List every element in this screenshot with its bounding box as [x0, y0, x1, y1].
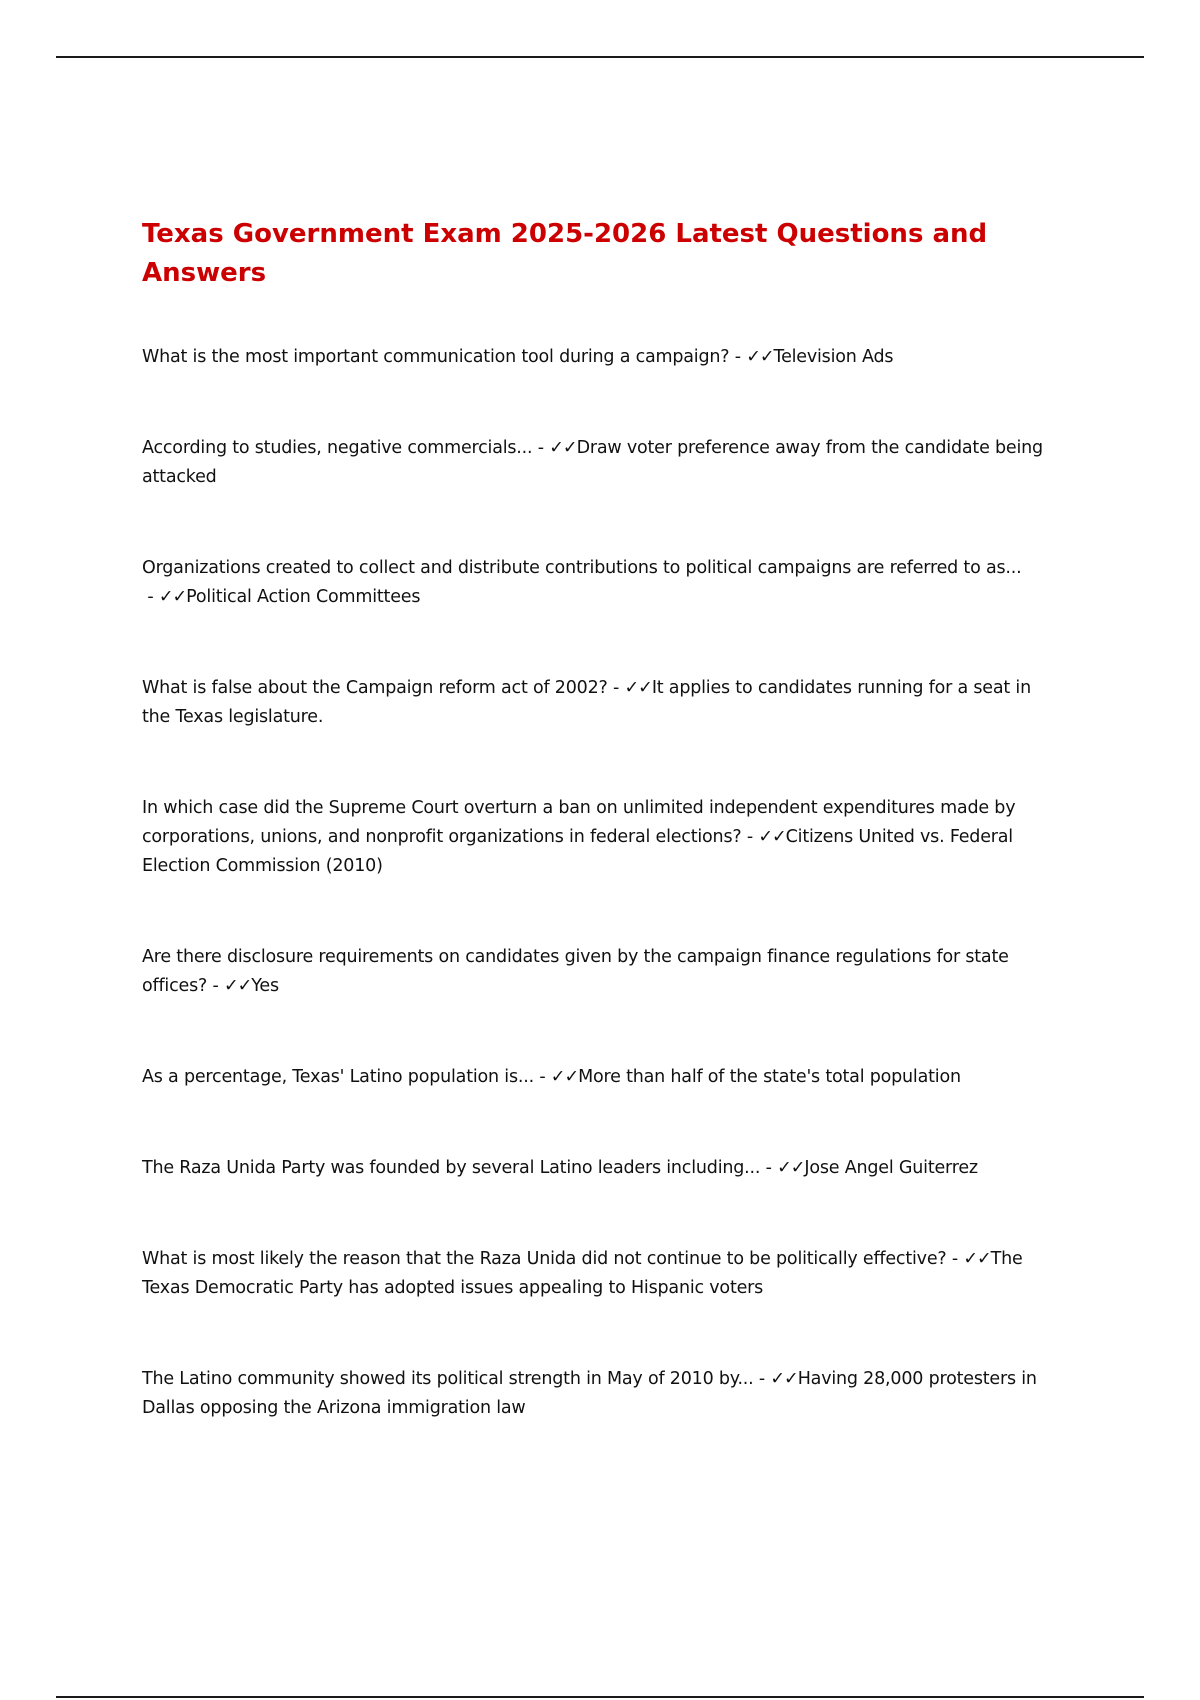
- answer-text: Having 28,000 protesters in Dallas opposing the Arizona immigration law: [142, 1369, 1037, 1418]
- separator: -: [753, 1369, 771, 1389]
- question-text: What is false about the Campaign reform act of 2002?: [142, 678, 608, 698]
- question-text: In which case did the Supreme Court overturn a ban on unlimited independent expenditures made by corporations, unions, and nonprofit organizations in federal elections?: [142, 798, 1016, 847]
- answer-text: The Texas Democratic Party has adopted issues appealing to Hispanic voters: [142, 1249, 1023, 1298]
- qa-item: [142, 1245, 1062, 1303]
- qa-item: [142, 434, 1062, 492]
- check-mark-icon: ✓✓: [223, 976, 252, 996]
- qa-list: [142, 343, 1062, 1423]
- qa-item: [142, 343, 1062, 372]
- header-rule: [56, 56, 1144, 58]
- check-mark-icon: ✓✓: [624, 678, 652, 698]
- answer-text: It applies to candidates running for a seat in the Texas legislature.: [142, 678, 1031, 727]
- check-mark-icon: ✓✓: [746, 347, 774, 367]
- question-text: As a percentage, Texas' Latino population is...: [142, 1067, 534, 1087]
- question-text: The Latino community showed its political strength in May of 2010 by...: [142, 1369, 754, 1389]
- qa-item: [142, 1063, 1062, 1092]
- question-text: What is most likely the reason that the Raza Unida did not continue to be politically effective?: [142, 1249, 947, 1269]
- answer-text: Political Action Committees: [186, 587, 421, 607]
- separator: -: [142, 587, 159, 607]
- check-mark-icon: ✓✓: [758, 827, 786, 847]
- question-text: Organizations created to collect and distribute contributions to political campaigns are referred to as...: [142, 558, 1022, 578]
- answer-text: Draw voter preference away from the candidate being attacked: [142, 438, 1043, 487]
- separator: -: [532, 438, 550, 458]
- answer-text: Television Ads: [773, 347, 894, 367]
- qa-item: [142, 794, 1062, 881]
- question-text: The Raza Unida Party was founded by several Latino leaders including...: [142, 1158, 761, 1178]
- check-mark-icon: ✓✓: [770, 1369, 798, 1389]
- separator: -: [607, 678, 625, 698]
- qa-item: [142, 943, 1062, 1001]
- check-mark-icon: ✓✓: [158, 587, 187, 607]
- answer-text: More than half of the state's total population: [578, 1067, 961, 1087]
- answer-text: Jose Angel Guiterrez: [804, 1158, 978, 1178]
- check-mark-icon: ✓✓: [963, 1249, 991, 1269]
- separator: -: [946, 1249, 964, 1269]
- answer-text: Yes: [251, 976, 279, 996]
- document-title: Texas Government Exam 2025-2026 Latest Questions and Answers: [142, 219, 988, 288]
- question-text: What is the most important communication tool during a campaign?: [142, 347, 730, 367]
- qa-item: [142, 554, 1062, 612]
- separator: -: [760, 1158, 778, 1178]
- qa-item: [142, 1154, 1062, 1183]
- question-text: According to studies, negative commercials...: [142, 438, 533, 458]
- separator: -: [729, 347, 747, 367]
- footer-rule: [56, 1696, 1144, 1698]
- separator: -: [741, 827, 759, 847]
- check-mark-icon: ✓✓: [549, 438, 577, 458]
- separator: -: [207, 976, 224, 996]
- question-text: Are there disclosure requirements on candidates given by the campaign finance regulations for state offices?: [142, 947, 1009, 996]
- answer-text: Citizens United vs. Federal Election Commission (2010): [142, 827, 1013, 876]
- qa-item: [142, 1365, 1062, 1423]
- qa-item: [142, 674, 1062, 732]
- check-mark-icon: ✓✓: [550, 1067, 579, 1087]
- check-mark-icon: ✓✓: [777, 1158, 805, 1178]
- separator: -: [533, 1067, 551, 1087]
- document-body: [142, 215, 1062, 1485]
